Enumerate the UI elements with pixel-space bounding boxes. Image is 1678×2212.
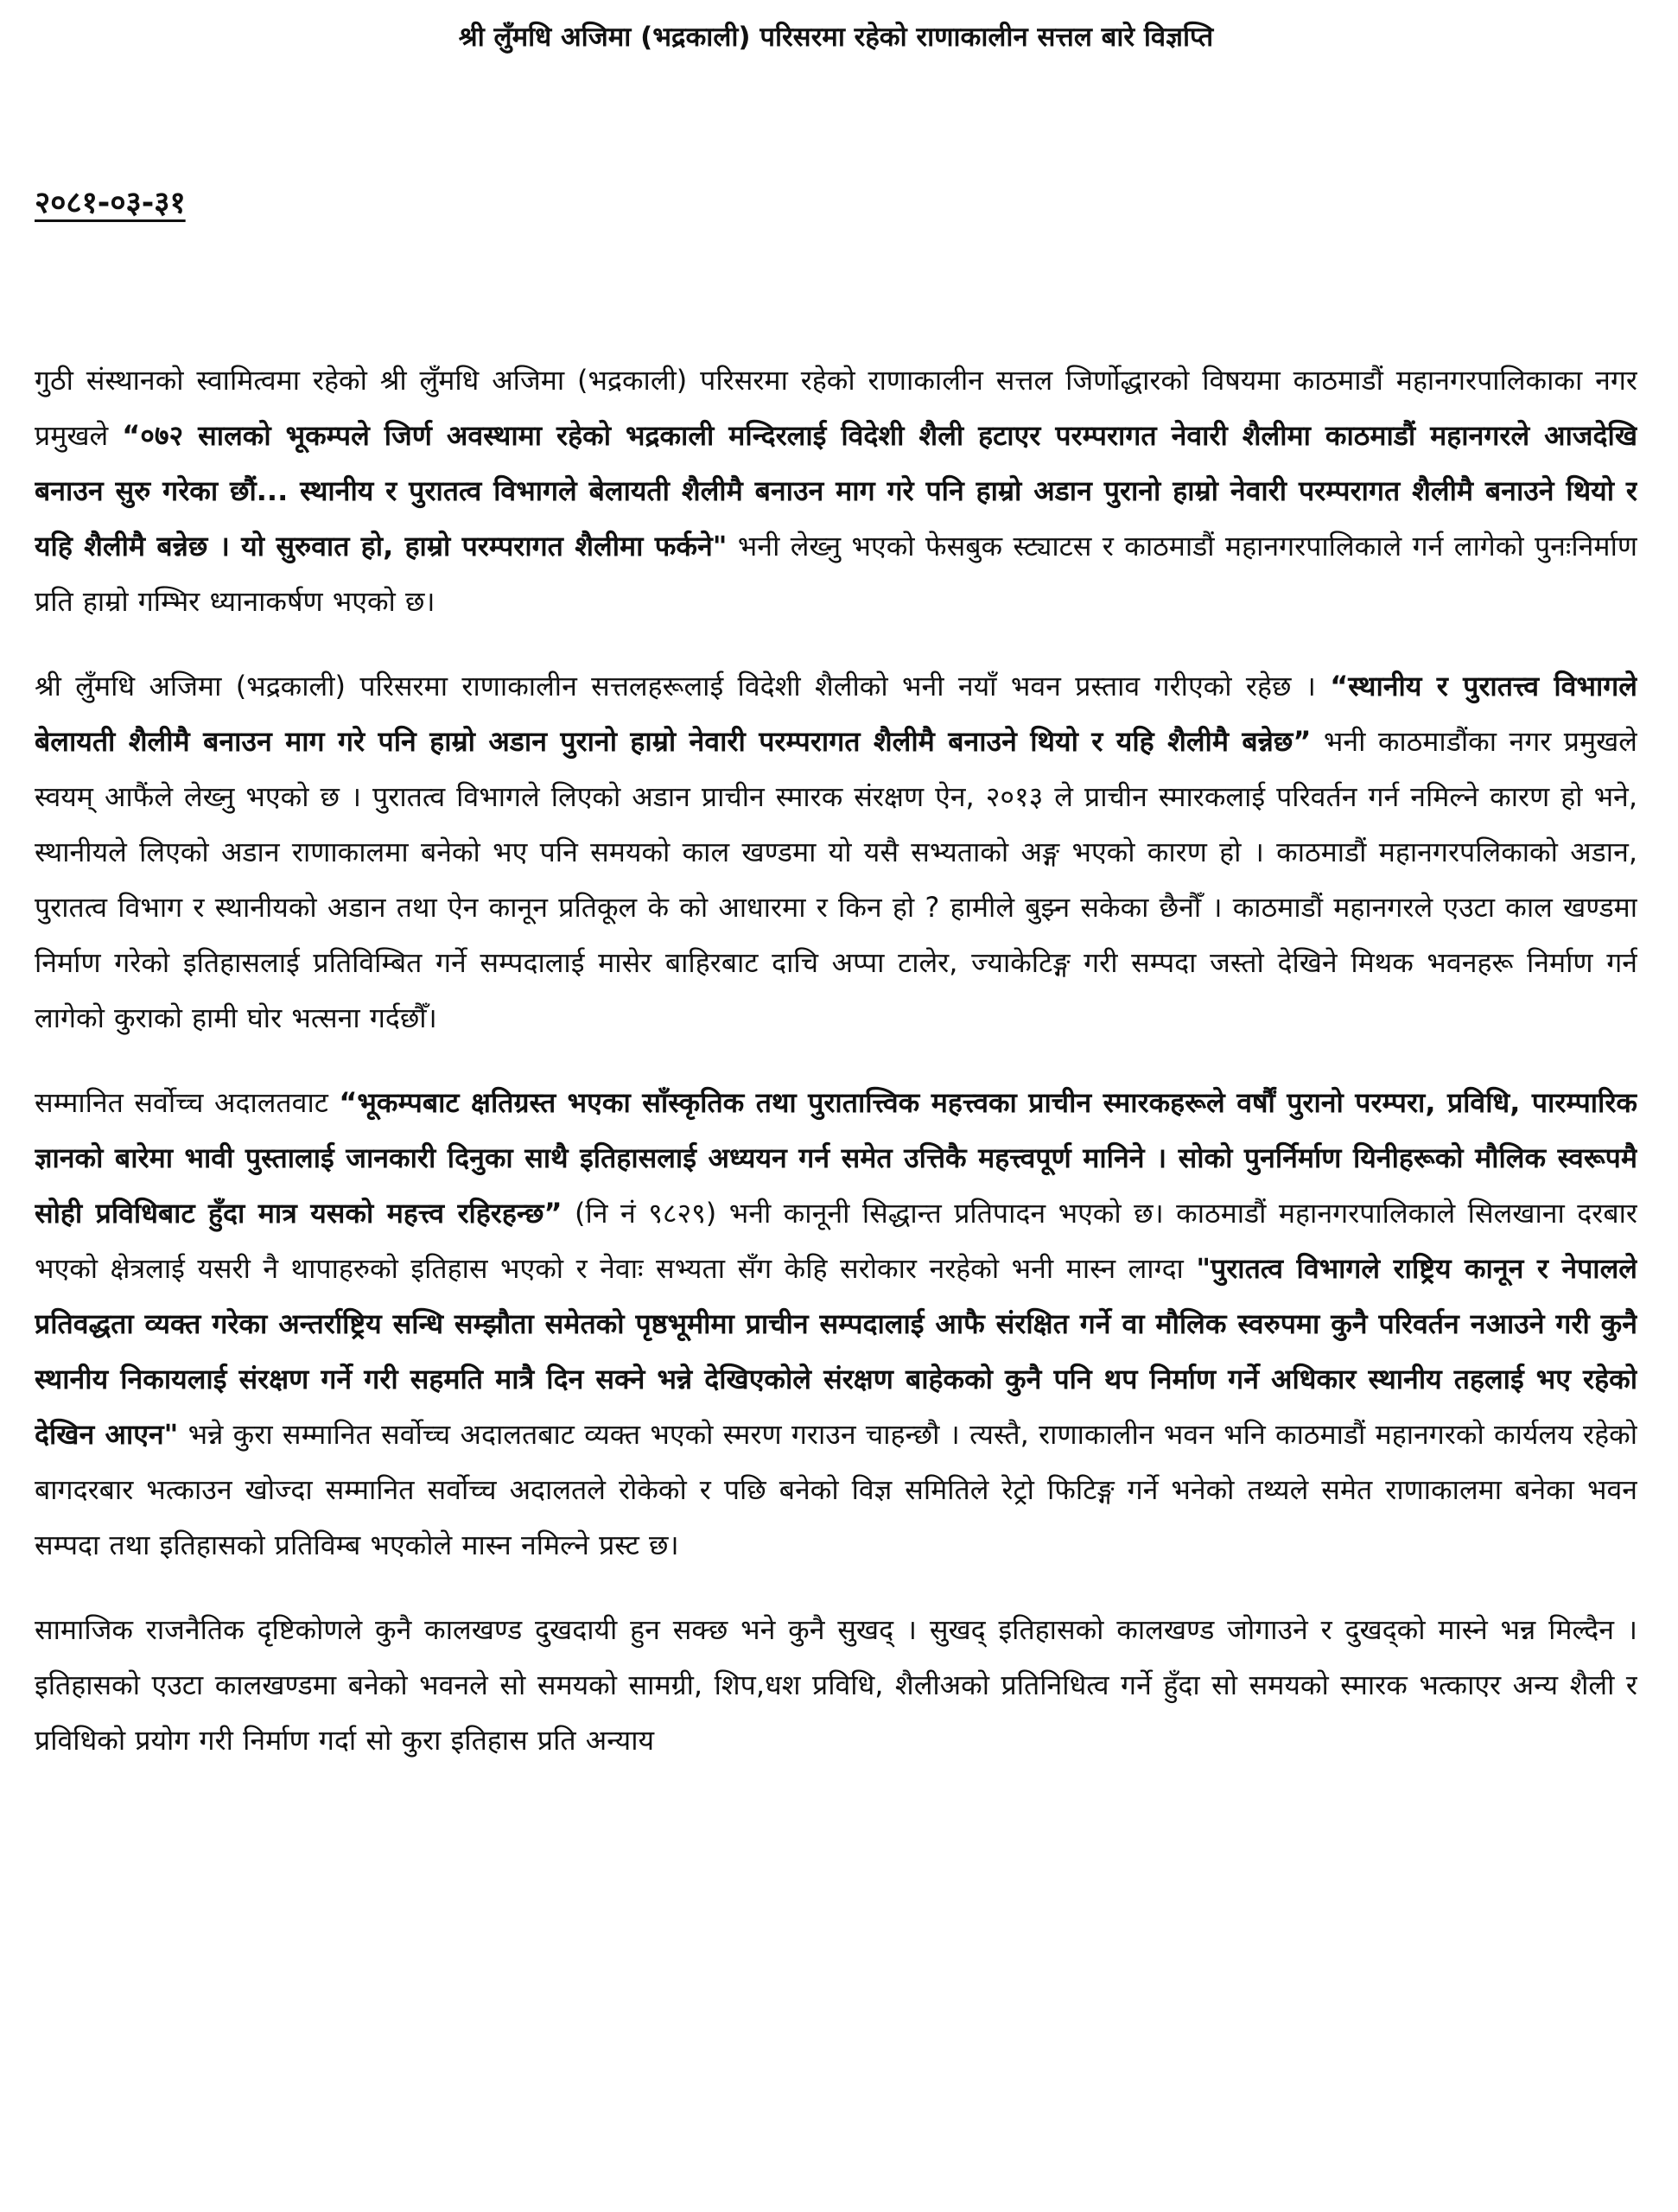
paragraph-text: श्री लुँमधि अजिमा (भद्रकाली) परिसरमा राणाकालीन सत्तलहरूलाई विदेशी शैलीको भनी नयाँ भवन प्रस्ताव गरीएको रहेछ । <box>35 670 1331 702</box>
paragraph-4 <box>35 1602 1637 1768</box>
paragraph-1 <box>35 353 1637 629</box>
paragraph-text: सामाजिक राजनैतिक दृष्टिकोणले कुनै कालखण्ड दुखदायी हुन सक्छ भने कुनै सुखद् । सुखद् इतिहासको कालखण्ड जोगाउने र दुखद्को मास्ने भन्न मिल्दैन । इतिहासको एउटा कालखण्डमा बनेको भवनले सो समयको सामग्री, शिप,धश प्रविधि, शैलीअको प्रतिनिधित्व गर्ने हुँदा सो समयको स्मारक भत्काएर अन्य शैली र प्रविधिको प्रयोग गरी निर्माण गर्दा सो कुरा इतिहास प्रति अन्याय <box>35 1613 1637 1757</box>
paragraph-text: गुठी संस्थानको स्वामित्वमा रहेको श्री लुँमधि अजिमा (भद्रकाली) परिसरमा रहेको राणाकालीन सत्तल जिर्णोद्धारको विषयमा काठमाडौं महानगरपालिकाका नगर प्रमुखले <box>35 364 1637 452</box>
paragraph-3 <box>35 1075 1637 1573</box>
quoted-statement: “०७२ सालको भूकम्पले जिर्ण अवस्थामा रहेको भद्रकाली मन्दिरलाई विदेशी शैली हटाएर परम्परागत नेवारी शैलीमा काठमाडौं महानगरले आजदेखि बनाउन सुरु गरेका छौं... स्थानीय र पुरातत्व विभागले बेलायती शैलीमै बनाउन माग गरे पनि हाम्रो अडान पुरानो हाम्रो नेवारी परम्परागत शैलीमै बनाउने थियो र यहि शैलीमै बन्नेछ । यो सुरुवात हो, हाम्रो परम्परागत शैलीमा फर्कने" <box>35 419 1637 563</box>
document-body <box>35 353 1637 1797</box>
document-page <box>35 0 1637 2212</box>
quoted-court-statement: "पुरातत्व विभागले राष्ट्रिय कानून र नेपालले प्रतिवद्धता व्यक्त गरेका अन्तर्राष्ट्रिय सन्धि सम्झौता समेतको पृष्ठभूमीमा प्राचीन सम्पदालाई आफै संरक्षित गर्ने वा मौलिक स्वरुपमा कुनै परिवर्तन नआउने गरी कुनै स्थानीय निकायलाई संरक्षण गर्ने गरी सहमति मात्रै दिन सक्ने भन्ने देखिएकोले संरक्षण बाहेकको कुनै पनि थप निर्माण गर्ने अधिकार स्थानीय तहलाई भए रहेको देखिन आएन" <box>35 1252 1637 1451</box>
quoted-court-principle: “भूकम्पबाट क्षतिग्रस्त भएका साँस्कृतिक तथा पुरातात्त्विक महत्त्वका प्राचीन स्मारकहरूले वर्षौं पुरानो परम्परा, प्रविधि, पारम्पारिक ज्ञानको बारेमा भावी पुस्तालाई जानकारी दिनुका साथै इतिहासलाई अध्ययन गर्न समेत उत्तिकै महत्त्वपूर्ण मानिने । सोको पुनर्निर्माण यिनीहरूको मौलिक स्वरूपमै सोही प्रविधिबाट हुँदा मात्र यसको महत्त्व रहिरहन्छ” <box>35 1086 1637 1230</box>
paragraph-2 <box>35 658 1637 1046</box>
paragraph-text: सम्मानित सर्वोच्च अदालतवाट <box>35 1086 340 1119</box>
paragraph-text: भनी काठमाडौंका नगर प्रमुखले स्वयम् आफैंले लेख्नु भएको छ । पुरातत्व विभागले लिएको अडान प्राचीन स्मारक संरक्षण ऐन, २०१३ ले प्राचीन स्मारकलाई परिवर्तन गर्न नमिल्ने कारण हो भने, स्थानीयले लिएको अडान राणाकालमा बनेको भए पनि समयको काल खण्डमा यो यसै सभ्यताको अङ्ग भएको कारण हो । काठमाडौं महानगरपलिकाको अडान, पुरातत्व विभाग र स्थानीयको अडान तथा ऐन कानून प्रतिकूल के को आधारमा र किन हो ? हामीले बुझ्न सकेका छैनौँ । काठमाडौं महानगरले एउटा काल खण्डमा निर्माण गरेको इतिहासलाई प्रतिविम्बित गर्ने सम्पदालाई मासेर बाहिरबाट दाचि अप्पा टालेर, ज्याकेटिङ्ग गरी सम्पदा जस्तो देखिने मिथक भवनहरू निर्माण गर्न लागेको कुराको हामी घोर भत्सना गर्दछौँ। <box>35 725 1637 1034</box>
paragraph-text: भनी लेख्नु भएको फेसबुक स्ट्याटस र काठमाडौं महानगरपालिकाले गर्न लागेको पुनःनिर्माण प्रति हाम्रो गम्भिर ध्यानाकर्षण भएको छ। <box>35 530 1637 618</box>
paragraph-text: भन्ने कुरा सम्मानित सर्वोच्च अदालतबाट व्यक्त भएको स्मरण गराउन चाहन्छौ । त्यस्तै, राणाकालीन भवन भनि काठमाडौं महानगरको कार्यलय रहेको बागदरबार भत्काउन खोज्दा सम्मानित सर्वोच्च अदालतले रोकेको र पछि बनेको विज्ञ समितिले रेट्रो फिटिङ्ग गर्ने भनेको तथ्यले समेत राणाकालमा बनेका भवन सम्पदा तथा इतिहासको प्रतिविम्ब भएकोले मास्न नमिल्ने प्रस्ट छ। <box>35 1418 1637 1561</box>
paragraph-text: (नि नं ९८२९) भनी कानूनी सिद्धान्त प्रतिपादन भएको छ। काठमाडौं महानगरपालिकाले सिलखाना दरबार भएको क्षेत्रलाई यसरी नै थापाहरुको इतिहास भएको र नेवाः सभ्यता सँग केहि सरोकार नरहेको भनी मास्न लाग्दा <box>35 1197 1637 1285</box>
quoted-statement: “स्थानीय र पुरातत्त्व विभागले बेलायती शैलीमै बनाउन माग गरे पनि हाम्रो अडान पुरानो हाम्रो नेवारी परम्परागत शैलीमै बनाउने थियो र यहि शैलीमै बन्नेछ” <box>35 670 1637 758</box>
document-date: २०८१-०३-३१ <box>35 186 186 220</box>
document-title: श्री लुँमधि अजिमा (भद्रकाली) परिसरमा रहेको राणाकालीन सत्तल बारे विज्ञप्ति <box>458 22 1214 53</box>
